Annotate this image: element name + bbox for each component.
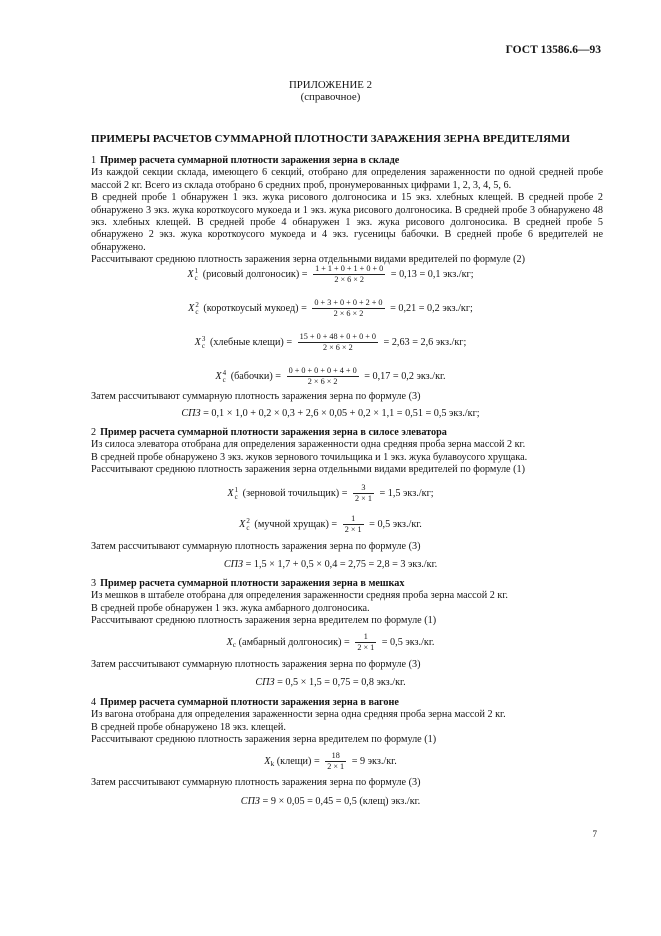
paragraph: Затем рассчитывают суммарную плотность заражения зерна по формуле (3): [91, 659, 421, 670]
appendix-heading: [0, 79, 661, 103]
section-4-text: [91, 697, 603, 747]
section-3-text: [91, 578, 603, 628]
formula-s3-1: $X_c$ (амбарный долгоносик) = $\frac{1}{2 \times 1}$ = 0,5 экз./кг.: [226, 632, 435, 652]
formula-s2-2: X 2 c (мучной хрущак) = $\frac{1}{2 \times 1}$ = 0,5 экз./кг.: [239, 514, 422, 534]
formula-s1-4: X 4 c (бабочки) = $\frac{0 + 0 + 0 + 0 + 4 + 0}{2 \times 6 \times 2}$ = 0,17 = 0,2 экз./кг.: [215, 366, 446, 386]
fraction: $\frac{1 + 1 + 0 + 1 + 0 + 0}{2 \times 6 \times 2}$: [315, 264, 384, 284]
fraction: $\frac{3}{2 \times 1}$: [355, 483, 372, 503]
appendix-title: ПРИЛОЖЕНИЕ 2: [288, 79, 372, 91]
standard-code: ГОСТ 13586.6—93: [505, 44, 601, 56]
paragraph: Затем рассчитывают суммарную плотность заражения зерна по формуле (3): [91, 541, 421, 552]
formula-s2-3: СПЗ = 1,5 × 1,7 + 0,5 × 0,4 = 2,75 = 2,8 = 3 экз./кг.: [223, 559, 438, 570]
paragraph: Из мешков в штабеле отобрана для определения зараженности средняя проба зерна массой 2 кг.: [91, 590, 508, 602]
section-1-heading: 1 Пример расчета суммарной плотности заражения зерна в складе: [91, 155, 400, 166]
paragraph: Рассчитывают среднюю плотность заражения зерна вредителем по формуле (1): [91, 734, 437, 746]
page-number: 7: [592, 829, 597, 839]
section-1-text-2: [91, 391, 603, 403]
section-2-text-2: [91, 541, 603, 553]
paragraph: В средней пробе 1 обнаружен 1 экз. жука рисового долгоносика и 15 экз. хлебных клещей. В средней пробе 2 обнаружено 3 экз. жука короткоусого мукоеда и 1 экз. жука рисового долгоносика. В средней пробе 3 обнаружено 48 экз. хлебных клещей. В средней пробе 4 обнаружен 1 экз. жука рисового долгоносика. В средней пробе 5 обнаружено 2 экз. жука короткоусого мукоеда и 4 экз. гусеницы бабочки. В средней пробе 6 вредителей не обнаружено.: [91, 192, 603, 253]
paragraph: Из силоса элеватора отобрана для определения зараженности одна средняя проба зерна массой 2 кг.: [91, 439, 526, 451]
paragraph: Рассчитывают среднюю плотность заражения зерна вредителем по формуле (1): [91, 615, 437, 627]
paragraph: Из каждой секции склада, имеющего 6 секций, отобрано для определения зараженности по одной средней пробе массой 2 кг. Всего из склада отобрано 6 средних проб, пронумерованных цифрами 1, 2, 3, 4, 5, 6.: [91, 167, 603, 191]
section-2-heading: 2 Пример расчета суммарной плотности заражения зерна в силосе элеватора: [91, 427, 447, 438]
section-4-text-2: [91, 777, 603, 789]
paragraph: Затем рассчитывают суммарную плотность заражения зерна по формуле (3): [91, 391, 421, 402]
section-3-heading: 3 Пример расчета суммарной плотности заражения зерна в мешках: [91, 578, 405, 589]
formula-s1-5: СПЗ = 0,1 × 1,0 + 0,2 × 0,3 + 2,6 × 0,05 + 0,2 × 1,1 = 0,51 = 0,5 экз./кг;: [181, 408, 480, 419]
fraction: $\frac{15 + 0 + 48 + 0 + 0 + 0}{2 \times 6 \times 2}$: [299, 332, 376, 352]
fraction: $\frac{18}{2 \times 1}$: [327, 751, 345, 771]
formula-s3-2: СПЗ = 0,5 × 1,5 = 0,75 = 0,8 экз./кг.: [255, 677, 406, 688]
fraction: $\frac{1}{2 \times 1}$: [344, 514, 362, 534]
paragraph: Рассчитывают среднюю плотность заражения зерна отдельными видами вредителей по формуле (2): [91, 254, 525, 266]
paragraph: Из вагона отобрана для определения зараженности зерна одна средняя проба зерна массой 2 кг.: [91, 709, 506, 721]
paragraph: Рассчитывают среднюю плотность заражения зерна отдельными видами вредителей по формуле (1): [91, 464, 525, 476]
fraction: $\frac{0 + 3 + 0 + 0 + 2 + 0}{2 \times 6 \times 2}$: [314, 298, 383, 318]
formula-s1-2: X 2 c (короткоусый мукоед) = $\frac{0 + 3 + 0 + 0 + 2 + 0}{2 \times 6 \times 2}$ = 0,21 = 0,2 экз./кг;: [188, 298, 473, 318]
section-2-text: [91, 427, 603, 477]
section-1-text: [91, 155, 603, 267]
formula-s2-1: X 1 c (зерновой точильщик) = $\frac{3}{2 \times 1}$ = 1,5 экз./кг;: [227, 483, 434, 503]
main-title: ПРИМЕРЫ РАСЧЕТОВ СУММАРНОЙ ПЛОТНОСТИ ЗАРАЖЕНИЯ ЗЕРНА ВРЕДИТЕЛЯМИ: [91, 133, 570, 145]
paragraph: В средней пробе обнаружено 18 экз. клещей.: [91, 721, 286, 733]
section-3-text-2: [91, 659, 603, 671]
formula-s1-3: X 3 c (хлебные клещи) = $\frac{15 + 0 + 48 + 0 + 0 + 0}{2 \times 6 \times 2}$ = 2,63 = 2,6 экз./кг;: [194, 332, 467, 352]
paragraph: В средней пробе обнаружено 3 экз. жуков зернового точильщика и 1 экз. жука булавоусого хрущака.: [91, 451, 528, 463]
fraction: $\frac{1}{2 \times 1}$: [357, 632, 375, 652]
fraction: $\frac{0 + 0 + 0 + 0 + 4 + 0}{2 \times 6 \times 2}$: [288, 366, 357, 386]
formula-s4-1: $X_k$ (клещи) = $\frac{18}{2 \times 1}$ = 9 экз./кг.: [264, 751, 397, 771]
appendix-subtitle: (справочное): [300, 91, 361, 103]
paragraph: Затем рассчитывают суммарную плотность заражения зерна по формуле (3): [91, 777, 421, 788]
formula-s4-2: СПЗ = 9 × 0,05 = 0,45 = 0,5 (клещ) экз./кг.: [240, 796, 421, 807]
section-4-heading: 4 Пример расчета суммарной плотности заражения зерна в вагоне: [91, 697, 399, 708]
formula-s1-1: X 1 c (рисовый долгоносик) = $\frac{1 + 1 + 0 + 1 + 0 + 0}{2 \times 6 \times 2}$ = 0,13 = 0,1 экз./кг;: [187, 264, 474, 284]
paragraph: В средней пробе обнаружен 1 экз. жука амбарного долгоносика.: [91, 602, 370, 614]
